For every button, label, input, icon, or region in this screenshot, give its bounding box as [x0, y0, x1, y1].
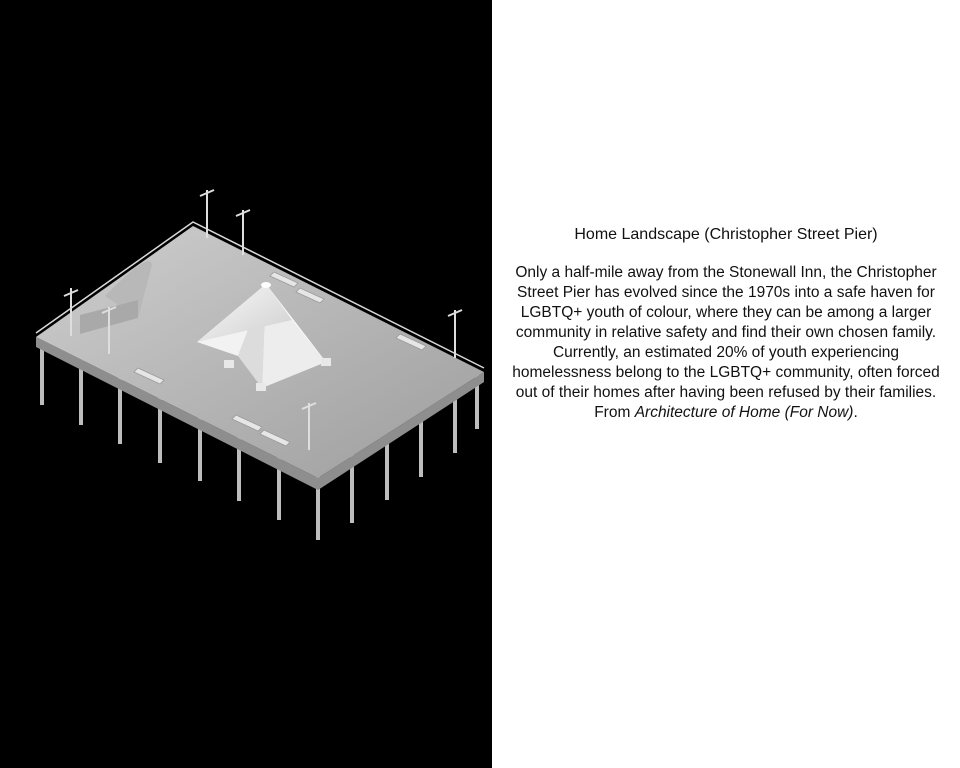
caption-body-text: Only a half-mile away from the Stonewall Inn, the Christopher Street Pier has evolved since the 1970s into a safe haven for LGBTQ+ youth of colour, where they can be among a larger community in relative safety and find their own chosen family. Currently, an estimated 20% of youth experiencing homelessness belong to the LGBTQ+ community, often forced out of their homes after having been refused by their families. From [512, 264, 940, 421]
caption-trailing-punctuation: . [853, 404, 858, 421]
caption-body [502, 263, 950, 423]
caption-source-title: Architecture of Home (For Now) [634, 404, 854, 421]
caption-panel [492, 0, 960, 768]
caption-title: Home Landscape (Christopher Street Pier) [574, 226, 878, 243]
